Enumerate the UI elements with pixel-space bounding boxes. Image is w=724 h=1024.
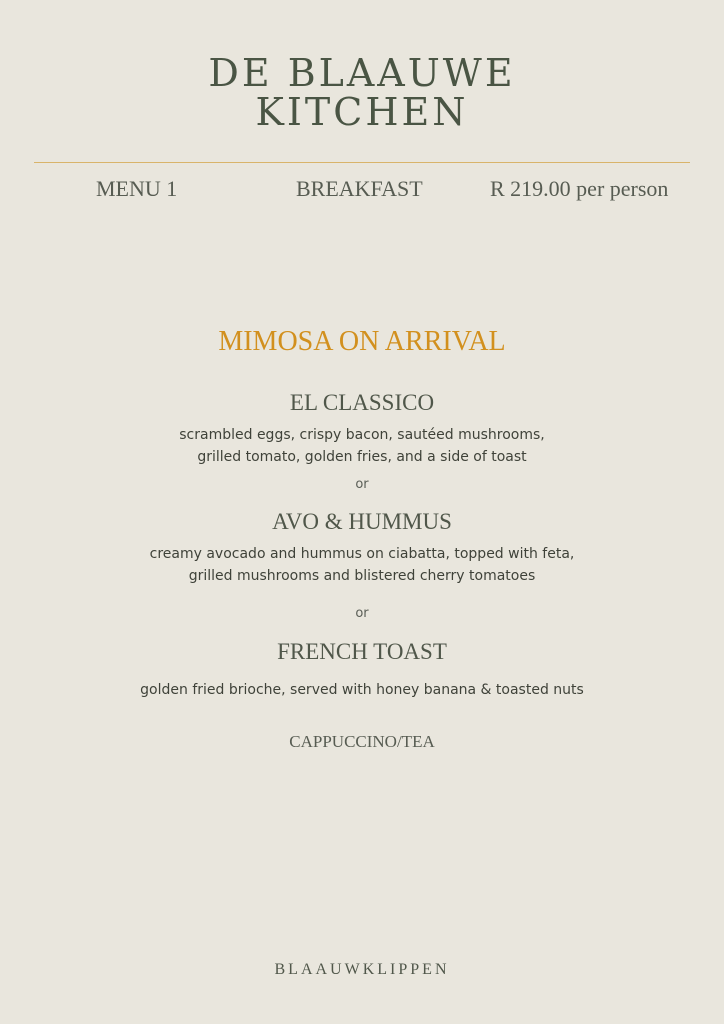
dish-description-line: scrambled eggs, crispy bacon, sautéed mushrooms, [179, 427, 545, 443]
dish-description-line: grilled tomato, golden fries, and a side of toast [197, 449, 527, 465]
restaurant-title-line-1: DE BLAAUWE [208, 51, 516, 95]
restaurant-title-line-2: KITCHEN [255, 90, 469, 134]
menu-number: MENU 1 [96, 176, 178, 201]
dish-name: FRENCH TOAST [277, 639, 447, 664]
meal-type: BREAKFAST [296, 176, 423, 201]
dish-description [0, 679, 724, 701]
welcome-drink: MIMOSA ON ARRIVAL [218, 326, 506, 357]
dish-description [0, 424, 724, 468]
footer-brand: BLAAUWKLIPPEN [274, 961, 450, 978]
dish-description-line: golden fried brioche, served with honey banana & toasted nuts [140, 682, 584, 698]
dish-description [0, 543, 724, 587]
header-divider [34, 162, 690, 163]
dish-description-line: creamy avocado and hummus on ciabatta, topped with feta, [149, 546, 575, 562]
dish-name: EL CLASSICO [289, 390, 435, 415]
or-separator: or [355, 477, 369, 492]
dish-name: AVO & HUMMUS [272, 509, 452, 534]
dish-description-line: grilled mushrooms and blistered cherry tomatoes [188, 568, 536, 584]
or-separator: or [355, 606, 369, 621]
price-per-person: R 219.00 per person [490, 176, 669, 201]
included-drink: CAPPUCCINO/TEA [289, 732, 435, 751]
